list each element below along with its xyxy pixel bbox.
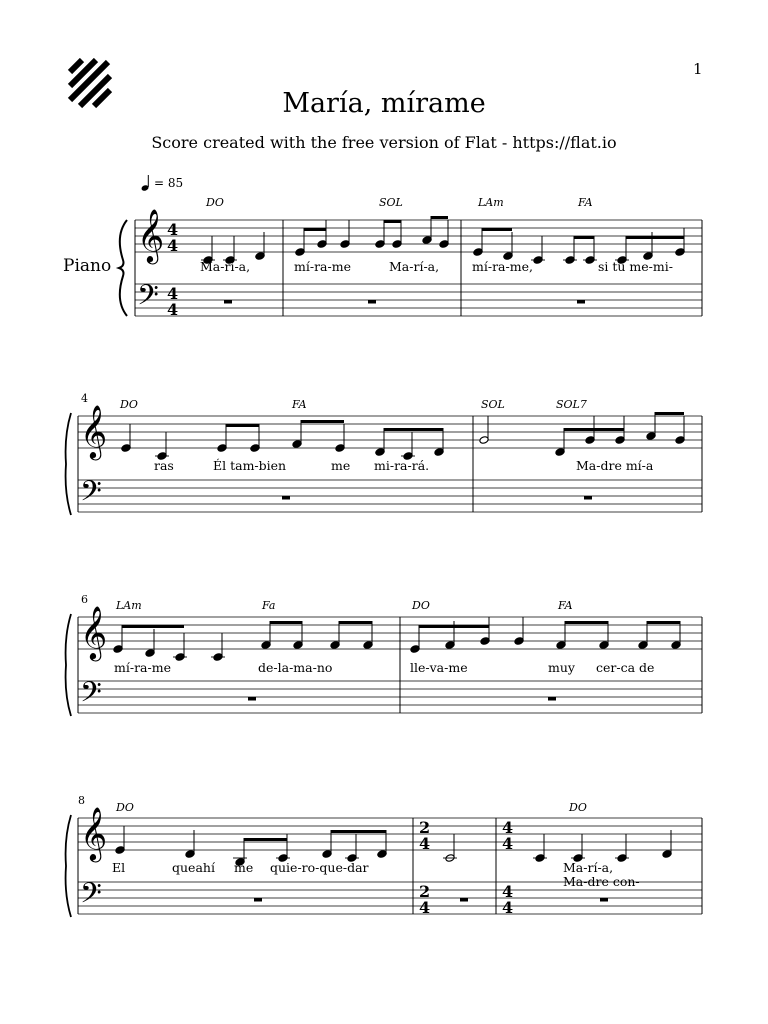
beam: [122, 625, 184, 628]
bass-clef: 𝄢: [137, 279, 159, 319]
lyric-syllable: Él tam-bien: [213, 458, 287, 473]
beam: [339, 621, 372, 624]
time-signature: 2: [419, 818, 431, 837]
beam: [431, 216, 448, 219]
whole-rest: [224, 300, 232, 304]
lyric-syllable: Ma-rí-a,: [389, 259, 440, 274]
beam: [647, 621, 680, 624]
lyric-syllable: mí-ra-me: [114, 660, 171, 675]
time-signature: 4: [502, 818, 514, 837]
beam: [384, 428, 443, 431]
lyric-syllable: ras: [154, 458, 174, 473]
lyric-syllable: me: [331, 458, 351, 473]
time-signature: 4: [167, 284, 179, 303]
time-signature: 4: [502, 898, 514, 917]
lyric-syllable: El: [112, 860, 126, 875]
treble-clef: 𝄞: [80, 605, 108, 659]
chord-symbol: Fa: [262, 599, 276, 612]
beam: [655, 412, 684, 415]
beam: [564, 428, 624, 431]
whole-rest: [248, 697, 256, 701]
instrument-name: Piano: [63, 256, 112, 276]
chord-symbol: FA: [578, 196, 593, 209]
lyric-syllable: si tu me-mi-: [598, 259, 673, 274]
beam: [270, 621, 302, 624]
chord-symbol: FA: [292, 398, 307, 411]
bass-clef: 𝄢: [80, 676, 102, 716]
lyric-syllable: muy: [548, 660, 575, 675]
beam: [226, 424, 259, 427]
time-signature: 4: [419, 834, 431, 853]
chord-symbol: DO: [206, 196, 224, 209]
time-signature: 4: [167, 300, 179, 319]
brace: [66, 413, 71, 515]
whole-rest: [460, 898, 468, 902]
score-title: María, mírame: [282, 88, 486, 119]
beam: [626, 236, 684, 239]
brace: [66, 815, 71, 917]
brace: [119, 220, 127, 316]
whole-rest: [548, 697, 556, 701]
bass-clef: 𝄢: [80, 475, 102, 515]
whole-rest: [282, 496, 290, 500]
beam: [419, 625, 489, 628]
beam: [301, 420, 344, 423]
lyric-syllable: de-la-ma-no: [258, 660, 333, 675]
chord-symbol: LAm: [116, 599, 142, 612]
beam: [331, 830, 386, 833]
beam: [304, 228, 326, 231]
whole-rest: [254, 898, 262, 902]
lyric-syllable: me: [234, 860, 254, 875]
time-signature: 4: [502, 834, 514, 853]
measure-number: 4: [81, 392, 88, 405]
bass-clef: 𝄢: [80, 877, 102, 917]
treble-clef: 𝄞: [80, 806, 108, 860]
beam: [482, 228, 512, 231]
time-signature: 4: [167, 236, 179, 255]
chord-symbol: DO: [412, 599, 430, 612]
chord-symbol: DO: [120, 398, 138, 411]
treble-clef: 𝄞: [80, 404, 108, 458]
chord-symbol: SOL: [481, 398, 505, 411]
lyric-syllable: queahí: [172, 860, 215, 875]
beam: [574, 236, 594, 239]
lyric-syllable: Ma-rí-a,: [200, 259, 251, 274]
lyric-syllable: quie-ro-que-dar: [270, 860, 369, 875]
tempo-marking: = 85: [154, 176, 184, 190]
chord-symbol: FA: [558, 599, 573, 612]
time-signature: 4: [167, 220, 179, 239]
measure-number: 8: [78, 794, 85, 807]
lyric-syllable: mi-ra-rá.: [374, 458, 430, 473]
whole-rest: [600, 898, 608, 902]
chord-symbol: DO: [569, 801, 587, 814]
whole-rest: [584, 496, 592, 500]
chord-symbol: SOL: [379, 196, 403, 209]
lyric-syllable: mí-ra-me: [294, 259, 351, 274]
lyric-syllable: lle-va-me: [410, 660, 468, 675]
chord-symbol: DO: [116, 801, 134, 814]
lyric-syllable: cer-ca de: [596, 660, 655, 675]
chord-symbol: LAm: [478, 196, 504, 209]
lyric-syllable: Ma-rí-a,: [563, 860, 614, 875]
time-signature: 2: [419, 882, 431, 901]
chord-symbol: SOL7: [556, 398, 587, 411]
lyric-syllable: Ma-dre mí-a: [576, 458, 654, 473]
time-signature: 4: [502, 882, 514, 901]
measure-number: 6: [81, 593, 88, 606]
whole-rest: [577, 300, 585, 304]
beam: [244, 838, 287, 841]
lyric-syllable: Ma-dre con-: [563, 874, 640, 889]
whole-rest: [368, 300, 376, 304]
beam: [565, 621, 608, 624]
lyric-syllable: mí-ra-me,: [472, 259, 533, 274]
beam: [384, 220, 401, 223]
time-signature: 4: [419, 898, 431, 917]
score-subtitle: Score created with the free version of Flat - https://flat.io: [151, 133, 617, 152]
treble-clef: 𝄞: [137, 208, 165, 262]
brace: [66, 614, 71, 716]
page-number: 1: [693, 60, 703, 78]
